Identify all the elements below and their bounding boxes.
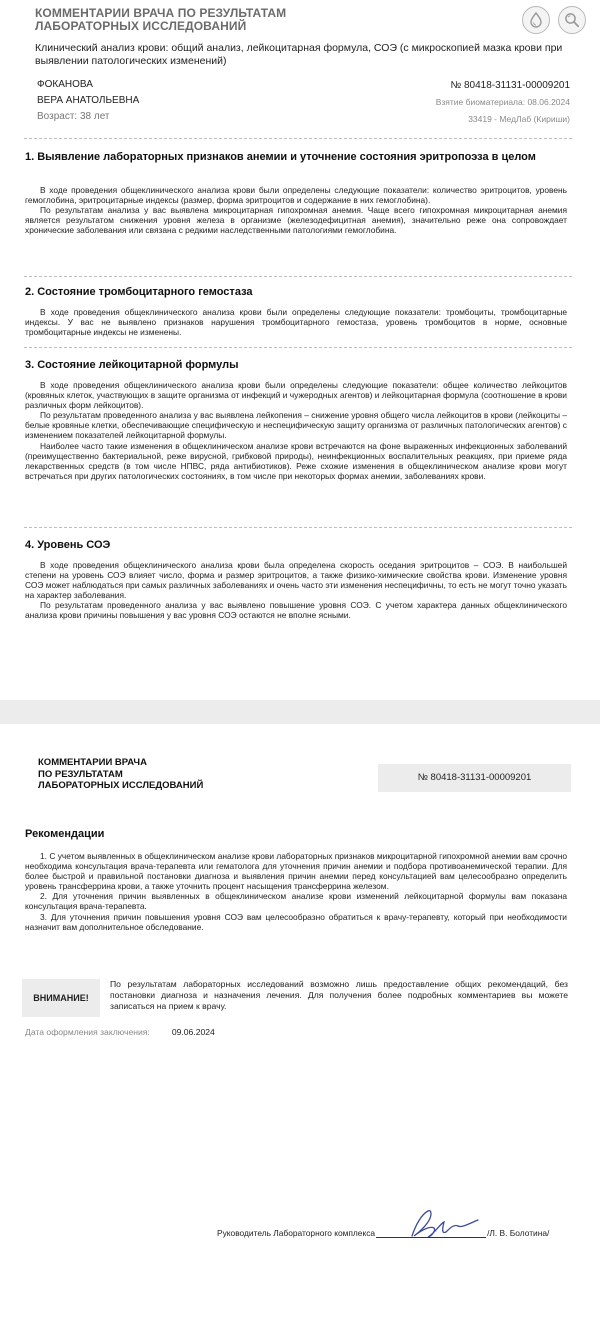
page-gap <box>0 700 600 724</box>
section-1-paragraph-1: В ходе проведения общеклинического анализа крови были определены следующие показатели: количество эритроцитов, уровень гемоглобина, эритроцитарные индексы (размер, форма эритроцитов и содержание в них гемоглобина). <box>25 185 567 206</box>
section-1-paragraph-2: По результатам анализа у вас выявлена микроцитарная гипохромная анемия. Чаще всего гипохромная микроцитарная анемия является результатом снижения уровня железа в организме (железодефицитная анемия), значительно реже она сопровождает хронические заболевания или связана с редкими наследственными патологиями гемоглобина. <box>25 205 567 236</box>
order-info <box>436 77 570 128</box>
sample-date: Взятие биоматериала: 08.06.2024 <box>435 97 570 107</box>
report-page-2 <box>0 724 600 1326</box>
drop-icon-button[interactable] <box>522 6 550 34</box>
order-number: № 80418-31131-00009201 <box>450 80 570 91</box>
section-3-paragraph-2: По результатам проведенного анализа у вас выявлена лейкопения – снижение уровня общего числа лейкоцитов в крови (лейкоциты – белые кровяные клетки, обеспечивающие специфическую и неспецифическую защиту организма от различных патологических агентов) с изменением показателей лейкоцитарной формулы. <box>25 410 567 441</box>
lab-name: 33419 - МедЛаб (Кириши) <box>468 114 570 124</box>
search-icon-button[interactable] <box>558 6 586 34</box>
section-2-title: 2. Состояние тромбоцитарного гемостаза <box>25 286 253 298</box>
section-divider <box>24 276 572 277</box>
section-2-paragraph-1: В ходе проведения общеклинического анализа крови были определены следующие показатели: тромбоциты, тромбоцитарные индексы. У вас не выявлено признаков нарушения тромбоцитарного гемостаза, уровень тромбоцитов в норме, основные тромбоцитарные индексы не изменены. <box>25 307 567 338</box>
section-1-body <box>25 185 567 235</box>
analysis-name: Клинический анализ крови: общий анализ, лейкоцитарная формула, СОЭ (с микроскопией мазка крови при выявлении патологических изменений) <box>35 42 563 67</box>
warning-label: ВНИМАНИЕ! <box>22 979 100 1017</box>
signature-line <box>376 1236 486 1238</box>
section-3-body <box>25 380 567 481</box>
section-2-body <box>25 307 567 337</box>
header-actions <box>522 6 586 34</box>
section-4-title: 4. Уровень СОЭ <box>25 539 111 551</box>
conclusion-date: 09.06.2024 <box>171 1027 215 1037</box>
section-4-paragraph-2: По результатам проведенного анализа у вас выявлено повышение уровня СОЭ. С учетом характера данных общеклинического анализа крови причины повышения у вас уровня СОЭ остаются не вполне ясными. <box>25 600 567 621</box>
conclusion-date-row <box>25 1027 215 1037</box>
page-2-title-line: ЛАБОРАТОРНЫХ ИССЛЕДОВАНИЙ <box>38 780 204 791</box>
signature-role: Руководитель Лабораторного комплекса <box>217 1228 376 1238</box>
section-1-title: 1. Выявление лабораторных признаков анемии и уточнение состояния эритропоэза в целом <box>25 151 536 163</box>
section-divider <box>24 138 572 139</box>
recommendation-item: 3. Для уточнения причин повышения уровня СОЭ вам целесообразно обратиться к врачу-терапевту, который при необходимости назначит вам дополнительное обследование. <box>25 911 567 932</box>
patient-age: Возраст: 38 лет <box>37 111 110 122</box>
recommendation-item: 2. Для уточнения причин выявленных в общеклиническом анализе крови изменений лейкоцитарной формулы вам показана консультация врача-терапевта. <box>25 891 567 912</box>
page-2-order-number: № 80418-31131-00009201 <box>378 764 571 792</box>
patient-info <box>37 77 139 125</box>
recommendations-title: Рекомендации <box>25 828 105 840</box>
conclusion-date-label: Дата оформления заключения: <box>25 1027 150 1037</box>
page-2-title-line: КОММЕНТАРИИ ВРАЧА <box>38 757 147 768</box>
section-3-paragraph-3: Наиболее часто такие изменения в общеклиническом анализе крови встречаются на фоне выраженных инфекционных заболеваний (преимущественно бактериальной, реже вирусной, грибковой природы), неинфекционных воспалительных реакциях, при приеме ряда лекарственных средств (в том числе НПВС, ряда антибиотиков). Реже схожие изменения в общеклиническом анализе крови могут встречаться при других патологических состояниях, в том числе при некоторых формах анемии, заболеваниях крови. <box>25 440 567 481</box>
search-icon <box>564 12 580 28</box>
page-2-title-line: ПО РЕЗУЛЬТАТАМ <box>38 768 123 780</box>
page-2-header-title <box>38 757 238 792</box>
recommendation-item: 1. С учетом выявленных в общеклиническом анализе крови лабораторных признаков микроцитарной гипохромной анемии вам срочно необходима консультация врача-терапевта или гематолога для уточнения причин анемии и подбора противоанемической терапии. Для более быстрой и правильной постановки диагноза и выявления причин анемии перед консультацией вам целесообразно определить уровень трансферрина крови, а также уточнить процент насыщения трансферрина железом. <box>25 851 567 892</box>
section-divider <box>24 527 572 528</box>
section-4-paragraph-1: В ходе проведения общеклинического анализа крови была определена скорость оседания эритроцитов – СОЭ. В наибольшей степени на уровень СОЭ влияет число, форма и размер эритроцитов, а также физико-химические свойства крови. Изменение уровня СОЭ может наблюдаться при самых различных заболеваниях и очень часто эти изменения неспецифичны, то есть не могут точно указать на характер заболевания. <box>25 560 567 601</box>
recommendations-list <box>25 851 567 932</box>
section-divider <box>24 347 572 348</box>
warning-text: По результатам лабораторных исследований возможно лишь предоставление общих рекомендаций, без постановки диагноза и назначения лечения. Для получения более подробных комментариев вы можете записаться на прием к врачу. <box>110 979 568 1011</box>
signature-name: /Л. В. Болотина/ <box>487 1228 550 1238</box>
section-4-body <box>25 560 567 621</box>
report-header-title: КОММЕНТАРИИ ВРАЧА ПО РЕЗУЛЬТАТАМ ЛАБОРАТОРНЫХ ИССЛЕДОВАНИЙ <box>35 6 287 33</box>
patient-name: ВЕРА АНАТОЛЬЕВНА <box>37 95 140 106</box>
handwritten-signature <box>398 1206 488 1246</box>
section-3-title: 3. Состояние лейкоцитарной формулы <box>25 359 239 371</box>
patient-surname: ФОКАНОВА <box>37 79 93 90</box>
section-3-paragraph-1: В ходе проведения общеклинического анализа крови были определены следующие показатели: общее количество лейкоцитов (кровяных клеток, участвующих в защите организма от инфекций и чужеродных агентов) и лейкоцитарная формула (соотношение в крови различных форм лейкоцитов). <box>25 380 567 411</box>
signature-row <box>217 1228 549 1238</box>
drop-icon <box>529 12 543 28</box>
